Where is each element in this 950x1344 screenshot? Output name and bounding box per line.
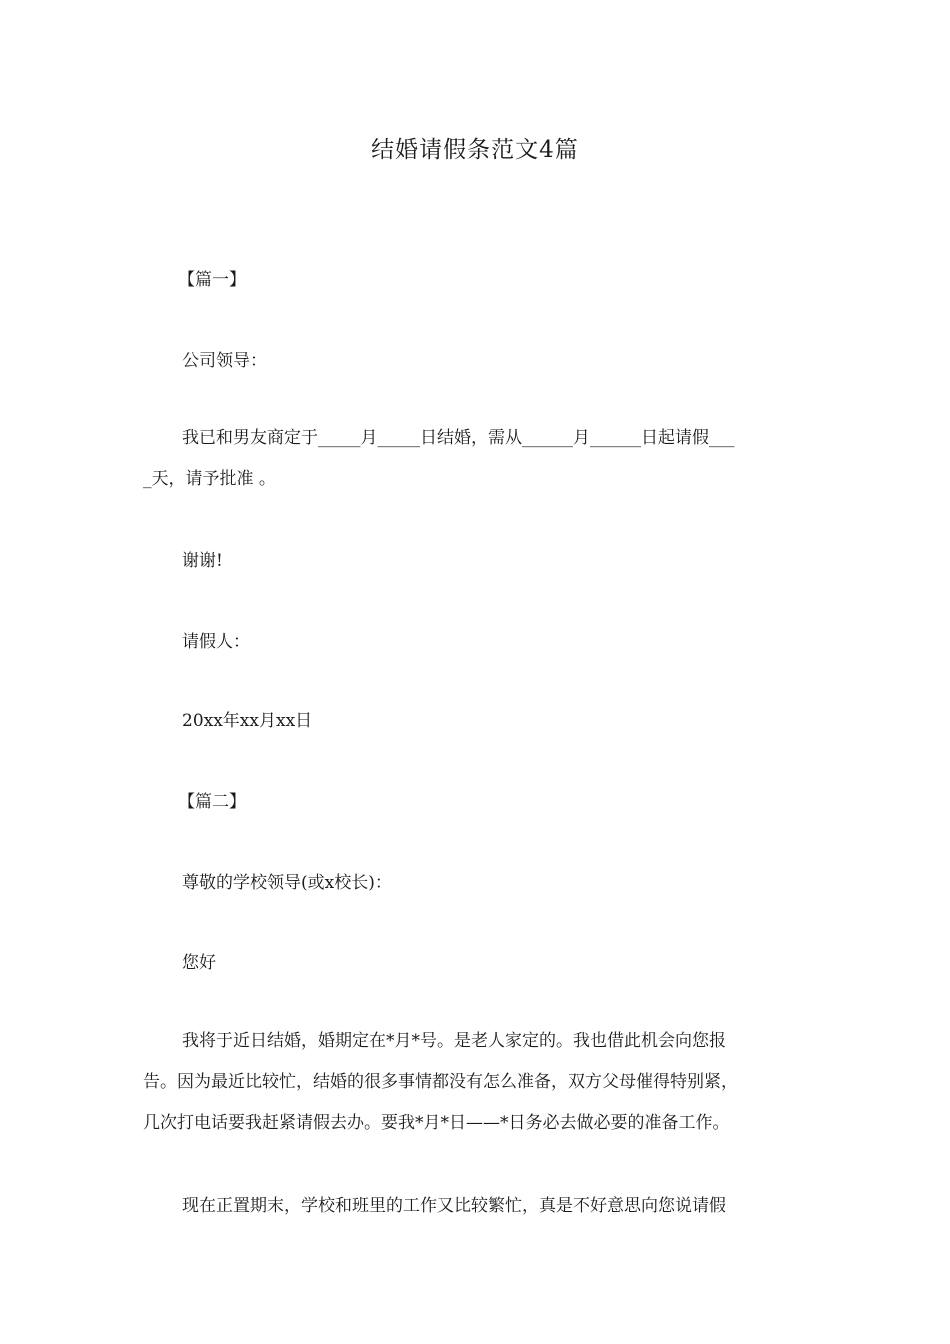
body-paragraph-1-line-2: _天，请予批准 。 <box>143 469 276 489</box>
salutation-2: 尊敬的学校领导(或x校长)： <box>182 873 392 893</box>
greeting-text: 您好 <box>182 953 216 973</box>
date-text: 20xx年xx月xx日 <box>182 711 313 731</box>
salutation-1: 公司领导： <box>182 351 267 371</box>
section-heading-2: 【篇二】 <box>178 792 246 812</box>
signer-label: 请假人： <box>182 632 250 652</box>
body-paragraph-3 <box>143 1186 808 1227</box>
section-heading-1: 【篇一】 <box>178 270 246 290</box>
body-paragraph-3-line-1: 现在正置期末，学校和班里的工作又比较繁忙，真是不好意思向您说请假 <box>182 1196 726 1216</box>
body-paragraph-1-line-1: 我已和男友商定于_____月_____日结婚，需从______月______日起请假___ <box>182 428 735 448</box>
body-paragraph-2-line-3: 几次打电话要我赶紧请假去办。要我*月*日——*日务必去做必要的准备工作。 <box>143 1113 730 1133</box>
body-paragraph-2-line-1: 我将于近日结婚，婚期定在*月*号。是老人家定的。我也借此机会向您报 <box>182 1031 726 1051</box>
thanks-text: 谢谢! <box>182 551 223 571</box>
body-paragraph-2 <box>143 1021 808 1144</box>
document-title: 结婚请假条范文4篇 <box>371 137 579 163</box>
body-paragraph-2-line-2: 告。因为最近比较忙，结婚的很多事情都没有怎么准备，双方父母催得特别紧， <box>143 1072 738 1092</box>
body-paragraph-1 <box>143 418 808 500</box>
